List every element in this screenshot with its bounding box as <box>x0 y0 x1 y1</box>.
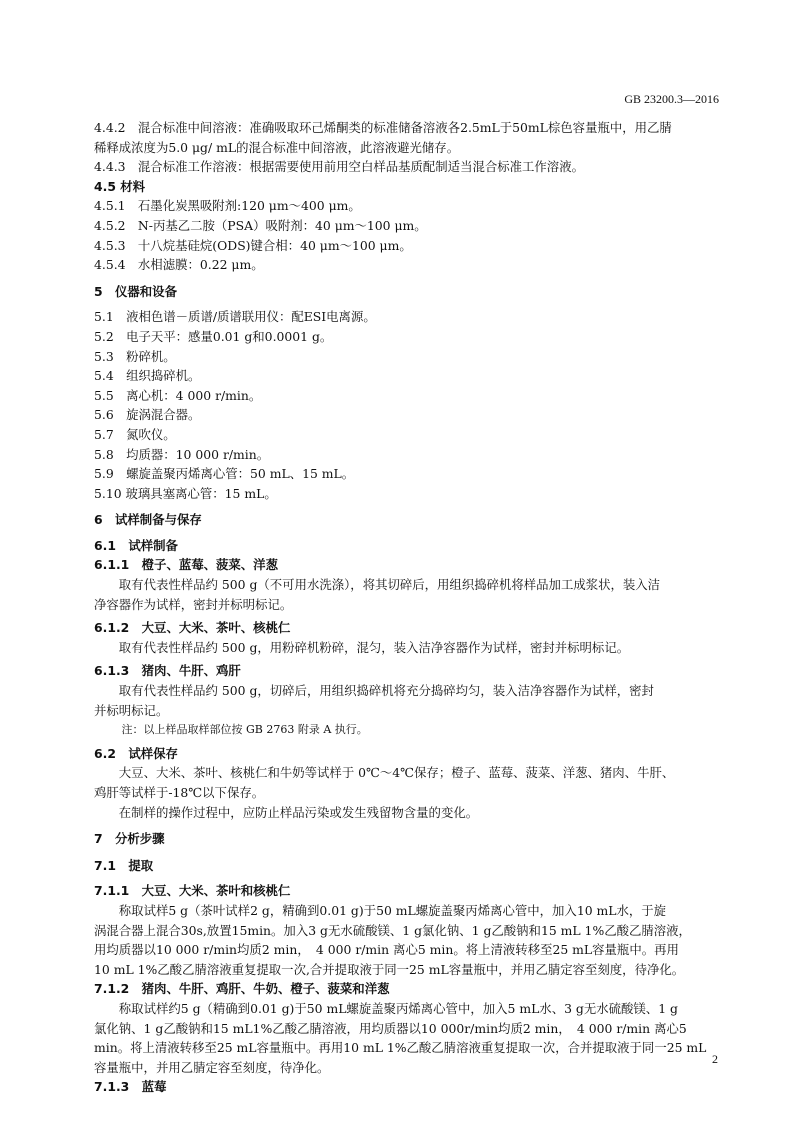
page-number: 2 <box>712 1052 718 1066</box>
text-line: 7.1 提取 <box>94 857 154 873</box>
text-line: 注：以上样品取样部位按 GB 2763 附录 A 执行。 <box>121 723 368 737</box>
text-line: 容量瓶中，并用乙腈定容至刻度，待净化。 <box>94 1059 330 1075</box>
text-line: 7.1.1 大豆、大米、茶叶和核桃仁 <box>94 883 291 899</box>
text-line: 6.2 试样保存 <box>94 745 178 761</box>
text-line: 用均质器以10 000 r/min均质2 min， 4 000 r/min 离心5 min。将上清液转移至25 mL容量瓶中。再用 <box>94 942 679 958</box>
text-line: 5.7 氮吹仪。 <box>94 426 176 442</box>
text-line: 10 mL 1%乙酸乙腈溶液重复提取一次,合并提取液于同一25 mL容量瓶中，并用乙腈定容至刻度，待净化。 <box>94 961 685 977</box>
text-line: 稀释成浓度为5.0 μg/ mL的混合标准中间溶液，此溶液避光储存。 <box>94 139 460 155</box>
document-body <box>94 118 720 1097</box>
text-line: 净容器作为试样，密封并标明标记。 <box>94 596 293 612</box>
text-line: 6.1.3 猪肉、牛肝、鸡肝 <box>94 663 241 679</box>
text-line: 7.1.3 蓝莓 <box>94 1079 167 1095</box>
text-line: min。将上清液转移至25 mL容量瓶中。再用10 mL 1%乙酸乙腈溶液重复提取一次，合并提取液于同一25 mL <box>94 1040 707 1056</box>
text-line: 5.3 粉碎机。 <box>94 348 176 364</box>
text-line: 大豆、大米、茶叶、核桃仁和牛奶等试样于 0℃～4℃保存；橙子、蓝莓、菠菜、洋葱、猪肉、牛肝、 <box>118 765 675 781</box>
text-line: 4.4.2 混合标准中间溶液：准确吸取环己烯酮类的标准储备溶液各2.5mL于50mL棕色容量瓶中，用乙腈 <box>94 120 672 135</box>
text-line: 5.2 电子天平：感量0.01 g和0.0001 g。 <box>94 328 333 344</box>
text-line: 在制样的操作过程中，应防止样品污染或发生残留物含量的变化。 <box>118 804 479 820</box>
text-line: 5.1 液相色谱－质谱/质谱联用仪：配ESI电离源。 <box>94 309 376 325</box>
text-line: 7 分析步骤 <box>94 831 165 847</box>
text-line: 涡混合器上混合30s,放置15min。加入3 g无水硫酸镁、1 g氯化钠、1 g乙酸钠和15 mL 1%乙酸乙腈溶液， <box>94 922 691 938</box>
text-line: 4.5.2 N-丙基乙二胺（PSA）吸附剂：40 μm～100 μm。 <box>94 217 427 233</box>
text-line: 5.8 均质器：10 000 r/min。 <box>94 446 270 462</box>
text-line: 氯化钠、1 g乙酸钠和15 mL1%乙酸乙腈溶液，用均质器以10 000r/min均质2 min， 4 000 r/min 离心5 <box>94 1020 687 1036</box>
text-line: 4.5 材料 <box>94 178 146 194</box>
text-line: 4.4.3 混合标准工作溶液：根据需要使用前用空白样品基质配制适当混合标准工作溶液。 <box>94 159 584 175</box>
text-line: 4.5.3 十八烷基硅烷(ODS)键合相：40 μm～100 μm。 <box>94 237 412 253</box>
text-line: 取有代表性样品约 500 g，切碎后，用组织捣碎机将充分捣碎均匀，装入洁净容器作为试样，密封 <box>118 683 654 699</box>
text-line: 5 仪器和设备 <box>94 283 177 299</box>
text-line: 取有代表性样品约 500 g，用粉碎机粉碎，混匀，装入洁净容器作为试样，密封并标明标记。 <box>118 639 630 655</box>
text-line: 4.5.1 石墨化炭黑吸附剂:120 μm～400 μm。 <box>94 198 361 214</box>
text-line: 4.5.4 水相滤膜：0.22 μm。 <box>94 257 264 273</box>
text-line: 称取试样约5 g（精确到0.01 g)于50 mL螺旋盖聚丙烯离心管中，加入5 mL水、3 g无水硫酸镁、1 g <box>118 1000 678 1016</box>
text-line: 6 试样制备与保存 <box>94 512 202 528</box>
text-line: 取有代表性样品约 500 g（不可用水洗涤），将其切碎后，用组织捣碎机将样品加工成浆状，装入洁 <box>118 577 661 593</box>
text-line: 6.1.1 橙子、蓝莓、菠菜、洋葱 <box>94 557 278 573</box>
text-line: 鸡肝等试样于-18℃以下保存。 <box>94 785 265 800</box>
text-line: 5.4 组织捣碎机。 <box>94 368 201 384</box>
text-line: 称取试样5 g（茶叶试样2 g，精确到0.01 g)于50 mL螺旋盖聚丙烯离心管中，加入10 mL水，于旋 <box>118 902 667 918</box>
text-line: 5.5 离心机：4 000 r/min。 <box>94 387 262 403</box>
text-line: 6.1.2 大豆、大米、茶叶、核桃仁 <box>94 620 291 636</box>
text-line: 5.10 玻璃具塞离心管：15 mL。 <box>94 485 277 501</box>
text-line: 5.9 螺旋盖聚丙烯离心管：50 mL、15 mL。 <box>94 466 355 482</box>
text-line: 并标明标记。 <box>94 702 169 718</box>
text-line: 5.6 旋涡混合器。 <box>94 407 201 423</box>
text-line: 7.1.2 猪肉、牛肝、鸡肝、牛奶、橙子、菠菜和洋葱 <box>94 981 390 997</box>
text-line: 6.1 试样制备 <box>94 537 178 553</box>
standard-number: GB 23200.3—2016 <box>624 92 719 106</box>
